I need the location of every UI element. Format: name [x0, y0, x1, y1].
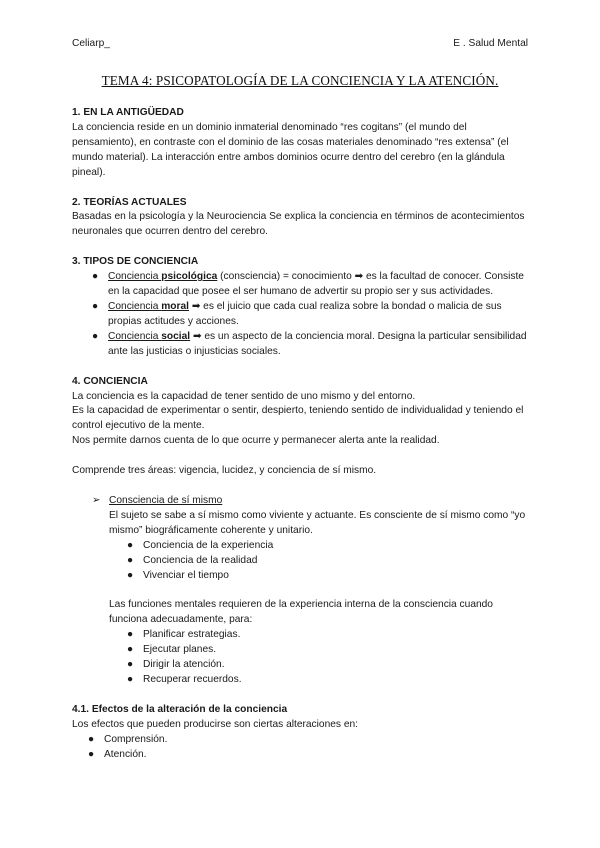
page-title: TEMA 4: PSICOPATOLOGÍA DE LA CONCIENCIA Y LA ATENCIÓN.	[101, 73, 499, 88]
bullet-icon: ●	[127, 554, 134, 566]
list-item	[127, 643, 528, 658]
bullet-icon: ●	[92, 271, 99, 283]
bullet-icon: ●	[92, 330, 99, 342]
list-item-text: Conciencia de la realidad	[143, 554, 258, 566]
term-prefix: Conciencia	[108, 330, 162, 342]
section-paragraph: La conciencia reside en un dominio inmaterial denominado “res cogitans” (el mundo del pensamiento), en contraste con el dominio de las cosas materiales denominado “res extensa” (el mundo material). La interacción entre ambos dominios ocurre dentro del cerebro (en la glándula pineal).	[72, 121, 509, 178]
list-item	[92, 330, 528, 360]
arrow-bullet-icon: ➢	[92, 495, 101, 507]
bullet-icon: ●	[127, 629, 134, 641]
term-keyword: psicológica	[161, 271, 218, 283]
term-definition: ➡ es el juicio que cada cual realiza sobre la bondad o malicia de sus propias actitudes y acciones.	[108, 300, 502, 327]
bullet-icon: ●	[88, 748, 95, 760]
document-body	[72, 106, 528, 763]
list-item-text: Atención.	[104, 748, 147, 760]
list-item-text: Vivenciar el tiempo	[143, 569, 229, 581]
section-line: La conciencia es la capacidad de tener sentido de uno mismo y del entorno.	[72, 390, 416, 402]
page-header	[72, 37, 528, 51]
term-keyword: moral	[161, 300, 189, 312]
bullet-icon: ●	[127, 674, 134, 685]
bullet-icon: ●	[88, 733, 95, 745]
section-line: Nos permite darnos cuenta de lo que ocurre y permanecer alerta ante la realidad.	[72, 435, 440, 447]
term-prefix: Conciencia	[108, 300, 162, 312]
header-author: Celiarp_	[72, 38, 110, 49]
section-heading: 4.1. Efectos de la alteración de la conciencia	[72, 703, 288, 715]
section-heading: 1. EN LA ANTIGÜEDAD	[72, 107, 184, 118]
list-item	[127, 658, 528, 673]
list-item-text: Comprensión.	[104, 733, 168, 745]
list-item-text: Ejecutar planes.	[143, 644, 217, 656]
list-item	[92, 270, 528, 300]
list-item	[127, 673, 528, 688]
tipos-list	[92, 270, 528, 359]
bullet-icon: ●	[127, 644, 134, 656]
list-item-text: Recuperar recuerdos.	[143, 674, 242, 685]
list-item	[127, 539, 528, 554]
list-item-text: Planificar estrategias.	[143, 629, 241, 641]
functions-list	[127, 628, 528, 688]
list-item	[127, 569, 528, 584]
section-line: Es la capacidad de experimentar o sentir, despierto, teniendo sentido de individualidad y teniendo el control ejecutivo de la mente.	[72, 405, 524, 432]
functions-text: Las funciones mentales requieren de la experiencia interna de la consciencia cuando funciona adecuadamente, para:	[109, 599, 493, 626]
bullet-icon: ●	[92, 300, 99, 312]
term-keyword: social	[161, 330, 191, 342]
list-item	[88, 748, 528, 763]
efectos-list	[88, 733, 528, 763]
term-definition: (consciencia) = conocimiento ➡ es la facultad de conocer. Consiste en la capacidad que posee el ser humano de advertir su propio ser y sus actividades.	[108, 271, 524, 298]
subsection-title: Consciencia de sí mismo	[109, 495, 223, 507]
experience-list	[127, 539, 528, 584]
section-efectos-alteracion	[72, 703, 528, 763]
section-heading: 2. TEORÍAS ACTUALES	[72, 196, 187, 208]
section-heading: 3. TIPOS DE CONCIENCIA	[72, 256, 199, 268]
term-prefix: Conciencia	[108, 271, 162, 283]
header-subject: E . Salud Mental	[453, 38, 528, 49]
section-heading: 4. CONCIENCIA	[72, 375, 148, 387]
bullet-icon: ●	[127, 539, 134, 551]
subsection-text: El sujeto se sabe a sí mismo como viviente y actuante. Es consciente de sí mismo como “yo mismo” biográficamente coherente y unitario.	[109, 509, 526, 536]
list-item	[127, 554, 528, 569]
section-paragraph: Basadas en la psicología y la Neurociencia Se explica la conciencia en términos de acontecimientos neuronales que ocurren dentro del cerebro.	[72, 211, 525, 238]
bullet-icon: ●	[127, 659, 134, 671]
list-item	[127, 628, 528, 643]
list-item-text: Conciencia de la experiencia	[143, 539, 274, 551]
section-paragraph: Los efectos que pueden producirse son ciertas alteraciones en:	[72, 718, 358, 730]
section-tipos-conciencia	[72, 255, 528, 359]
term-definition: ➡ es un aspecto de la conciencia moral. Designa la particular sensibilidad ante las justicias o injusticias sociales.	[108, 330, 527, 357]
list-item	[88, 733, 528, 748]
subsection-consciencia-si-mismo	[92, 494, 528, 509]
section-teorias-actuales	[72, 196, 528, 241]
list-item-text: Dirigir la atención.	[143, 659, 225, 671]
list-item	[92, 300, 528, 330]
section-antiguedad	[72, 106, 528, 181]
areas-line: Comprende tres áreas: vigencia, lucidez, y conciencia de sí mismo.	[72, 465, 377, 477]
section-conciencia	[72, 375, 528, 688]
bullet-icon: ●	[127, 569, 134, 581]
